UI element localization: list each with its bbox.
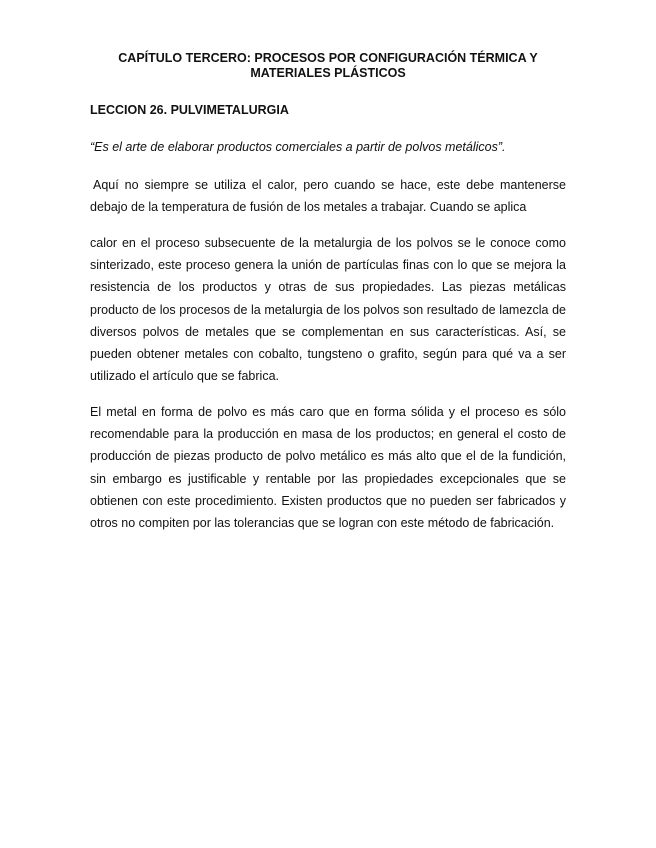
chapter-title: CAPÍTULO TERCERO: PROCESOS POR CONFIGURACIÓN TÉRMICA Y MATERIALES PLÁSTICOS [118,51,538,80]
paragraph-1: Aquí no siempre se utiliza el calor, pero cuando se hace, este debe mantenerse debajo de la temperatura de fusión de los metales a trabajar. Cuando se aplica [90,178,566,215]
definition-quote: “Es el arte de elaborar productos comerciales a partir de polvos metálicos”. [90,140,506,154]
paragraph-3: El metal en forma de polvo es más caro que en forma sólida y el proceso es sólo recomendable para la producción en masa de los productos; en general el costo de producción de piezas producto de polvo metálico es más alto que el de la fundición, sin embargo es justificable y rentable por las propiedades excepcionales que se obtienen con este procedimiento. Existen productos que no pueden ser fabricados y otros no compiten por las tolerancias que se logran con este método de fabricación. [90,405,566,531]
paragraph-2: calor en el proceso subsecuente de la metalurgia de los polvos se le conoce como sinterizado, este proceso genera la unión de partículas finas con lo que se mejora la resistencia de los productos y otras de sus propiedades. Las piezas metálicas producto de los procesos de la metalurgia de los polvos son resultado de lamezcla de diversos polvos de metales que se complementan en sus características. Así, se pueden obtener metales con cobalto, tungsteno o grafito, según para qué va a ser utilizado el artículo que se fabrica. [90,236,566,384]
lesson-title: LECCION 26. PULVIMETALURGIA [90,103,289,117]
